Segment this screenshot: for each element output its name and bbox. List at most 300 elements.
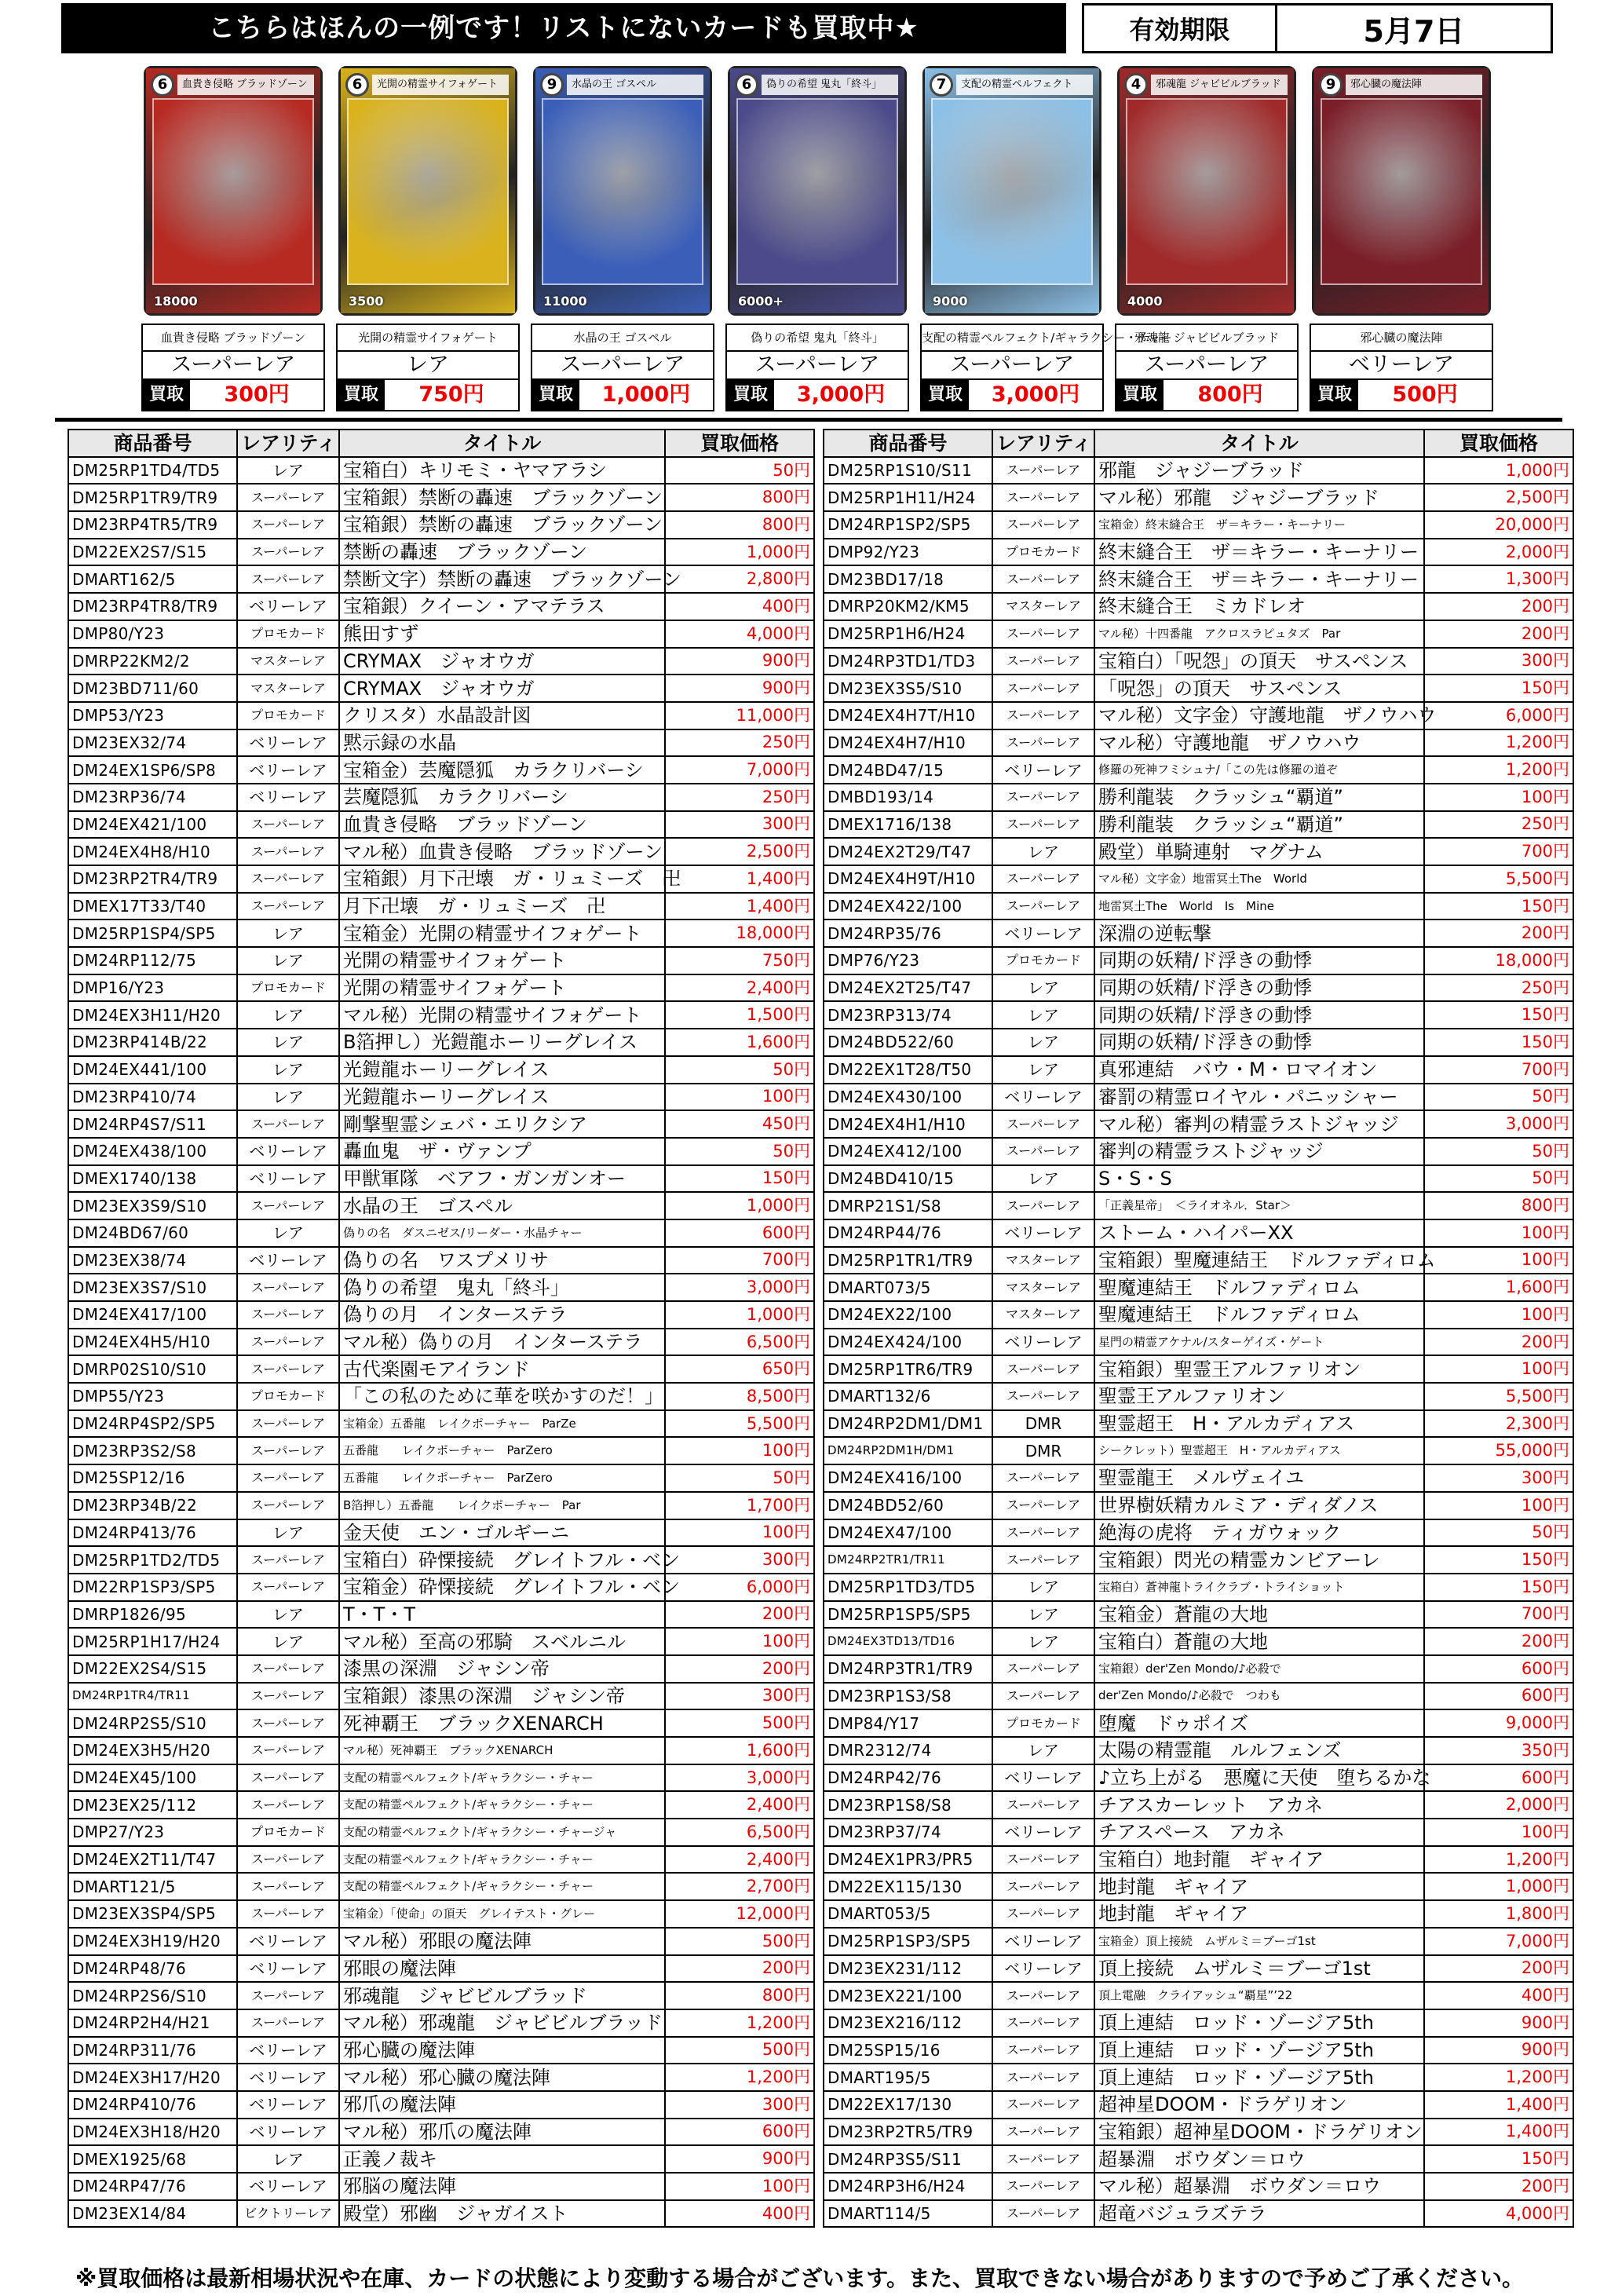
item-rarity: スーパーレア (237, 1683, 339, 1710)
item-price: 300円 (665, 2091, 814, 2119)
item-rarity: ベリーレア (992, 1084, 1094, 1111)
item-code: DMR2312/74 (824, 1737, 992, 1764)
item-title: 偽りの名 ダスニゼス/リーダー・水晶チャー (339, 1219, 665, 1247)
item-rarity: スーパーレア (237, 1464, 339, 1492)
card-art (1126, 98, 1288, 285)
item-code: DM23BD17/18 (824, 565, 992, 593)
item-rarity: レア (237, 1056, 339, 1084)
item-title: マル秘）審判の精霊ラストジャッジ (1094, 1110, 1424, 1138)
item-price: 300円 (665, 1683, 814, 1710)
item-price: 50円 (665, 457, 814, 484)
table-row (824, 620, 1573, 648)
table-row (68, 1791, 814, 1819)
header-rarity: レアリティ (237, 430, 339, 457)
item-price: 20,000円 (1424, 511, 1573, 539)
item-title: 甲獣軍隊 ベアフ・ガンガンオー (339, 1165, 665, 1193)
item-rarity: ベリーレア (237, 2064, 339, 2091)
card-rarity: スーパーレア (1116, 352, 1297, 380)
item-code: DM24EX441/100 (68, 1056, 237, 1084)
table-row (824, 484, 1573, 511)
item-rarity: スーパーレア (992, 457, 1094, 484)
item-code: DMART132/6 (824, 1383, 992, 1410)
item-title: 絶海の虎将 ティガウォック (1094, 1519, 1424, 1547)
card-image (533, 66, 712, 316)
item-rarity: スーパーレア (992, 2145, 1094, 2173)
item-code: DM25RP1TR1/TR9 (824, 1247, 992, 1274)
item-code: DMP76/Y23 (824, 947, 992, 974)
table-row (824, 1846, 1573, 1874)
item-code: DM24RP4SP2/SP5 (68, 1410, 237, 1438)
item-title: 宝箱銀）閃光の精霊カンビアーレ (1094, 1546, 1424, 1574)
item-price: 100円 (665, 1519, 814, 1547)
featured-card (725, 66, 909, 411)
item-price: 300円 (1424, 1464, 1573, 1492)
card-cost: 4 (1124, 73, 1148, 97)
item-rarity: スーパーレア (992, 1192, 1094, 1219)
item-rarity: ベリーレア (237, 2173, 339, 2200)
item-title: ストーム・ハイパーXX (1094, 1219, 1424, 1247)
item-rarity: スーパーレア (237, 893, 339, 920)
buy-label: 買取 (338, 380, 385, 410)
item-price: 100円 (665, 1628, 814, 1655)
item-price: 1,000円 (1424, 1873, 1573, 1900)
item-rarity: スーパーレア (237, 1110, 339, 1138)
item-price: 200円 (1424, 1628, 1573, 1655)
table-row (68, 729, 814, 757)
item-rarity: レア (992, 1001, 1094, 1029)
table-row (824, 919, 1573, 947)
item-rarity: スーパーレア (992, 1683, 1094, 1710)
table-row (68, 1056, 814, 1084)
item-price: 900円 (665, 648, 814, 675)
item-rarity: スーパーレア (992, 1791, 1094, 1819)
item-code: DMRP22KM2/2 (68, 648, 237, 675)
table-row (824, 1574, 1573, 1601)
table-row (824, 1982, 1573, 2009)
table-row (824, 1274, 1573, 1301)
card-price: 3,000円 (991, 382, 1080, 407)
table-row (68, 2009, 814, 2037)
item-title: 光鎧龍ホーリーグレイス (339, 1084, 665, 1111)
item-title: 正義ノ裁キ (339, 2145, 665, 2173)
item-price: 1,600円 (1424, 1274, 1573, 1301)
item-price: 4,000円 (665, 620, 814, 648)
item-price: 50円 (1424, 1084, 1573, 1111)
item-price: 1,700円 (665, 1492, 814, 1519)
item-price: 200円 (1424, 593, 1573, 620)
card-cost: 7 (930, 73, 953, 97)
item-title: 宝箱銀）聖霊王アルファリオン (1094, 1355, 1424, 1383)
item-title: 「正義星帝」 ＜ライオネル．Star＞ (1094, 1192, 1424, 1219)
item-code: DM25RP1H11/H24 (824, 484, 992, 511)
item-title: 同期の妖精/ド浮きの動悸 (1094, 947, 1424, 974)
table-row (824, 1819, 1573, 1846)
item-rarity: スーパーレア (992, 2009, 1094, 2037)
item-title: 偽りの月 インターステラ (339, 1301, 665, 1329)
table-row (68, 1029, 814, 1056)
item-price: 100円 (1424, 1355, 1573, 1383)
table-row (68, 1383, 814, 1410)
item-title: 光開の精霊サイフォゲート (339, 974, 665, 1002)
table-row (824, 1928, 1573, 1955)
item-code: DM24EX2T11/T47 (68, 1846, 237, 1874)
item-rarity: スーパーレア (992, 1492, 1094, 1519)
item-price: 250円 (665, 784, 814, 811)
table-row (824, 865, 1573, 893)
item-rarity: スーパーレア (992, 2119, 1094, 2146)
item-price: 1,000円 (665, 539, 814, 566)
table-row (68, 1519, 814, 1547)
item-rarity: スーパーレア (992, 865, 1094, 893)
item-title: マル秘）十四番龍 アクロスラピュタズ Par (1094, 620, 1424, 648)
card-power: 4000 (1127, 294, 1163, 309)
table-row (824, 2037, 1573, 2064)
card-printed-name: 邪魂龍 ジャビビルブラッド (1151, 75, 1288, 95)
item-title: マル秘）至高の邪騎 スベルニル (339, 1628, 665, 1655)
item-code: DMP53/Y23 (68, 702, 237, 729)
item-code: DM24BD52/60 (824, 1492, 992, 1519)
item-rarity: レア (237, 947, 339, 974)
item-price: 750円 (665, 947, 814, 974)
item-code: DMEX1925/68 (68, 2145, 237, 2173)
item-title: 頂上連結 ロッド・ゾージア5th (1094, 2064, 1424, 2091)
item-price: 600円 (665, 2119, 814, 2146)
item-title: 審判の精霊ラストジャッジ (1094, 1138, 1424, 1165)
table-row (68, 1410, 814, 1438)
buy-label: 買取 (532, 380, 579, 410)
item-code: DM23RP2TR5/TR9 (824, 2119, 992, 2146)
item-price: 2,700円 (665, 1873, 814, 1900)
item-code: DM24EX3H11/H20 (68, 1001, 237, 1029)
item-title: 超神星DOOM・ドラゲリオン (1094, 2091, 1424, 2119)
card-cost: 6 (151, 73, 174, 97)
item-price: 300円 (1424, 648, 1573, 675)
item-code: DM23RP1S8/S8 (824, 1791, 992, 1819)
item-title: 支配の精霊ペルフェクト/ギャラクシー・チャー (339, 1846, 665, 1874)
table-row (68, 1492, 814, 1519)
item-title: 宝箱金）「使命」の頂天 グレイテスト・グレー (339, 1900, 665, 1928)
item-code: DM24EX3TD13/TD16 (824, 1628, 992, 1655)
item-rarity: マスターレア (992, 1247, 1094, 1274)
item-price: 100円 (665, 1084, 814, 1111)
item-rarity: マスターレア (992, 1274, 1094, 1301)
item-title: CRYMAX ジャオウガ (339, 648, 665, 675)
item-rarity: スーパーレア (237, 1329, 339, 1356)
table-row (68, 1084, 814, 1111)
card-label (1310, 324, 1493, 411)
item-title: 熊田すず (339, 620, 665, 648)
item-code: DM24EX4H5/H10 (68, 1329, 237, 1356)
item-title: 偽りの名 ワスプメリサ (339, 1247, 665, 1274)
item-code: DM24EX421/100 (68, 811, 237, 839)
item-rarity: スーパーレア (992, 620, 1094, 648)
item-code: DM25SP15/16 (824, 2037, 992, 2064)
item-title: 宝箱銀）漆黒の深淵 ジャシン帝 (339, 1683, 665, 1710)
table-row (68, 2145, 814, 2173)
item-price: 150円 (1424, 1574, 1573, 1601)
item-title: S・S・S (1094, 1165, 1424, 1193)
item-title: 聖霊龍王 メルヴェイユ (1094, 1464, 1424, 1492)
item-price: 1,200円 (1424, 729, 1573, 757)
card-power: 3500 (349, 294, 384, 309)
item-code: DMRP20KM2/KM5 (824, 593, 992, 620)
item-price: 1,400円 (1424, 2119, 1573, 2146)
item-rarity: スーパーレア (237, 1900, 339, 1928)
item-rarity: スーパーレア (992, 2200, 1094, 2228)
table-row (68, 756, 814, 784)
table-row (824, 1737, 1573, 1764)
item-code: DM24EX3H18/H20 (68, 2119, 237, 2146)
card-name: 偽りの希望 鬼丸「終斗」 (727, 325, 908, 352)
item-price: 12,000円 (665, 1900, 814, 1928)
featured-cards (141, 66, 1554, 411)
item-title: 頂上連結 ロッド・ゾージア5th (1094, 2009, 1424, 2037)
item-code: DM23BD711/60 (68, 675, 237, 702)
item-title: 地封龍 ギャイア (1094, 1873, 1424, 1900)
table-row (824, 1084, 1573, 1111)
item-price: 200円 (1424, 1329, 1573, 1356)
item-title: 殿堂）邪幽 ジャガイスト (339, 2200, 665, 2228)
table-row (68, 1329, 814, 1356)
item-rarity: スーパーレア (992, 2064, 1094, 2091)
item-title: 終末縫合王 ミカドレオ (1094, 593, 1424, 620)
item-title: 聖魔連結王 ドルファディロム (1094, 1301, 1424, 1329)
item-rarity: レア (237, 1001, 339, 1029)
item-code: DM23EX14/84 (68, 2200, 237, 2228)
item-title: マル秘）超暴淵 ボウダン＝ロウ (1094, 2173, 1424, 2200)
card-art (347, 98, 509, 285)
table-row (68, 893, 814, 920)
item-code: DMART053/5 (824, 1900, 992, 1928)
table-row (824, 1683, 1573, 1710)
card-price: 800円 (1197, 382, 1263, 407)
item-code: DM24RP112/75 (68, 947, 237, 974)
table-row (824, 2200, 1573, 2228)
table-row (824, 1709, 1573, 1737)
item-rarity: スーパーレア (992, 702, 1094, 729)
item-price: 200円 (1424, 1955, 1573, 1983)
item-rarity: スーパーレア (237, 1410, 339, 1438)
table-row (824, 1056, 1573, 1084)
item-code: DMEX17T33/T40 (68, 893, 237, 920)
table-row (824, 811, 1573, 839)
item-price: 1,800円 (1424, 1900, 1573, 1928)
item-price: 700円 (1424, 838, 1573, 865)
item-code: DM22RP1SP3/SP5 (68, 1574, 237, 1601)
table-row (824, 1492, 1573, 1519)
item-price: 55,000円 (1424, 1437, 1573, 1464)
item-rarity: スーパーレア (992, 729, 1094, 757)
item-price: 2,000円 (1424, 539, 1573, 566)
table-row (68, 1601, 814, 1629)
item-code: DM23RP4TR5/TR9 (68, 511, 237, 539)
item-rarity: レア (992, 1601, 1094, 1629)
item-title: B箔押し）五番龍 レイクポーチャー Par (339, 1492, 665, 1519)
card-name: 邪魂龍 ジャビビルブラッド (1116, 325, 1297, 352)
item-title: 宝箱白）地封龍 ギャイア (1094, 1846, 1424, 1874)
table-row (824, 675, 1573, 702)
table-row (824, 893, 1573, 920)
item-rarity: スーパーレア (992, 1655, 1094, 1683)
item-code: DM24EX3H19/H20 (68, 1928, 237, 1955)
item-rarity: スーパーレア (237, 1574, 339, 1601)
card-price-row (143, 380, 323, 410)
table-row (68, 565, 814, 593)
item-price: 500円 (665, 2037, 814, 2064)
table-row (68, 2037, 814, 2064)
item-price: 7,000円 (1424, 1928, 1573, 1955)
featured-card (336, 66, 520, 411)
table-row (68, 1138, 814, 1165)
card-rarity: スーパーレア (532, 352, 713, 380)
item-price: 100円 (1424, 1819, 1573, 1846)
item-rarity: マスターレア (237, 648, 339, 675)
item-code: DM24EX4H1/H10 (824, 1110, 992, 1138)
featured-card (1115, 66, 1299, 411)
item-title: マル秘）守護地龍 ザノウハウ (1094, 729, 1424, 757)
item-title: T・T・T (339, 1601, 665, 1629)
item-code: DM23RP3S2/S8 (68, 1437, 237, 1464)
item-price: 500円 (665, 1928, 814, 1955)
item-code: DM24EX430/100 (824, 1084, 992, 1111)
item-rarity: ベリーレア (992, 919, 1094, 947)
item-title: 剛撃聖霊シェバ・エリクシア (339, 1110, 665, 1138)
item-rarity: スーパーレア (992, 648, 1094, 675)
item-title: 宝箱銀）月下卍壊 ガ・リュミーズ 卍 (339, 865, 665, 893)
item-rarity: ベリーレア (237, 2037, 339, 2064)
item-title: シークレット）聖霊超王 H・アルカディアス (1094, 1437, 1424, 1464)
header-title: タイトル (1094, 430, 1424, 457)
item-title: 聖魔連結王 ドルファディロム (1094, 1274, 1424, 1301)
card-image (144, 66, 323, 316)
item-code: DM24RP2TR1/TR11 (824, 1546, 992, 1574)
item-code: DM22EX17/130 (824, 2091, 992, 2119)
item-price: 6,500円 (665, 1329, 814, 1356)
item-price: 6,500円 (665, 1819, 814, 1846)
card-rarity: ベリーレア (1311, 352, 1492, 380)
item-price: 1,300円 (1424, 565, 1573, 593)
item-title: 同期の妖精/ド浮きの動悸 (1094, 1029, 1424, 1056)
table-row (68, 1628, 814, 1655)
item-code: DM25SP12/16 (68, 1464, 237, 1492)
card-image (338, 66, 517, 316)
item-rarity: スーパーレア (237, 1873, 339, 1900)
item-title: マル秘）光開の精霊サイフォゲート (339, 1001, 665, 1029)
item-rarity: ベリーレア (237, 756, 339, 784)
item-rarity: レア (992, 1056, 1094, 1084)
item-price: 150円 (1424, 2145, 1573, 2173)
item-rarity: スーパーレア (237, 1791, 339, 1819)
table-row (824, 1247, 1573, 1274)
item-title: 禁断文字）禁断の轟速 ブラックゾーン (339, 565, 665, 593)
item-code: DM24EX3H17/H20 (68, 2064, 237, 2091)
table-row (68, 1737, 814, 1764)
item-rarity: スーパーレア (237, 1355, 339, 1383)
table-row (68, 1655, 814, 1683)
table-row (824, 838, 1573, 865)
item-code: DM24RP311/76 (68, 2037, 237, 2064)
item-code: DM24EX22/100 (824, 1301, 992, 1329)
price-table-left (68, 429, 815, 2228)
item-title: 「この私のために華を咲かすのだ！」 (339, 1383, 665, 1410)
card-label (920, 324, 1172, 411)
table-row (68, 1247, 814, 1274)
card-price-row (727, 380, 908, 410)
item-code: DM23RP37/74 (824, 1819, 992, 1846)
card-power: 11000 (543, 294, 587, 309)
item-code: DM24EX45/100 (68, 1764, 237, 1792)
item-code: DM24RP3H6/H24 (824, 2173, 992, 2200)
item-price: 200円 (665, 1955, 814, 1983)
item-price: 1,000円 (665, 1192, 814, 1219)
table-row (824, 947, 1573, 974)
item-rarity: プロモカード (237, 1819, 339, 1846)
item-rarity: レア (992, 1737, 1094, 1764)
table-row (824, 1301, 1573, 1329)
card-rarity: スーパーレア (727, 352, 908, 380)
table-row (68, 620, 814, 648)
item-code: DM25RP1SP4/SP5 (68, 919, 237, 947)
item-code: DM24RP3TD1/TD3 (824, 648, 992, 675)
item-price: 900円 (1424, 2009, 1573, 2037)
item-price: 300円 (665, 1546, 814, 1574)
item-title: 黙示録の水晶 (339, 729, 665, 757)
card-label (531, 324, 714, 411)
buy-label: 買取 (143, 380, 190, 410)
item-title: 芸魔隠狐 カラクリバーシ (339, 784, 665, 811)
item-code: DMRP21S1/S8 (824, 1192, 992, 1219)
item-code: DM22EX1T28/T50 (824, 1056, 992, 1084)
item-code: DM24EX47/100 (824, 1519, 992, 1547)
item-title: 宝箱白）蒼神龍トライクラブ・トライショット (1094, 1574, 1424, 1601)
item-title: マル秘）血貴き侵略 ブラッドゾーン (339, 838, 665, 865)
item-code: DM23RP414B/22 (68, 1029, 237, 1056)
item-rarity: スーパーレア (237, 1192, 339, 1219)
item-rarity: ベリーレア (237, 1247, 339, 1274)
item-code: DM24RP2S6/S10 (68, 1982, 237, 2009)
table-row (68, 2119, 814, 2146)
item-rarity: ベリーレア (992, 756, 1094, 784)
item-rarity: レア (992, 1165, 1094, 1193)
item-code: DM25RP1TD3/TD5 (824, 1574, 992, 1601)
item-price: 700円 (1424, 1056, 1573, 1084)
item-price: 800円 (665, 511, 814, 539)
item-code: DM24EX417/100 (68, 1301, 237, 1329)
item-code: DM24EX422/100 (824, 893, 992, 920)
item-rarity: スーパーレア (237, 1437, 339, 1464)
table-row (824, 1764, 1573, 1792)
item-price: 7,000円 (665, 756, 814, 784)
item-price: 150円 (1424, 1546, 1573, 1574)
item-rarity: スーパーレア (237, 1982, 339, 2009)
item-rarity: レア (237, 2145, 339, 2173)
item-code: DM24BD410/15 (824, 1165, 992, 1193)
card-price-row (1116, 380, 1297, 410)
item-rarity: ベリーレア (237, 729, 339, 757)
item-code: DM24RP2DM1/DM1 (824, 1410, 992, 1438)
table-row (824, 1955, 1573, 1983)
item-title: 勝利龍装 クラッシュ“覇道” (1094, 811, 1424, 839)
header-price: 買取価格 (1424, 430, 1573, 457)
item-price: 100円 (1424, 784, 1573, 811)
item-title: 星門の精霊アケナル/スターゲイズ・ゲート (1094, 1329, 1424, 1356)
item-rarity: プロモカード (992, 1709, 1094, 1737)
item-code: DM23RP36/74 (68, 784, 237, 811)
table-row (824, 1601, 1573, 1629)
card-name: 水晶の王 ゴスペル (532, 325, 713, 352)
buy-label: 買取 (922, 380, 969, 410)
item-price: 200円 (1424, 2173, 1573, 2200)
